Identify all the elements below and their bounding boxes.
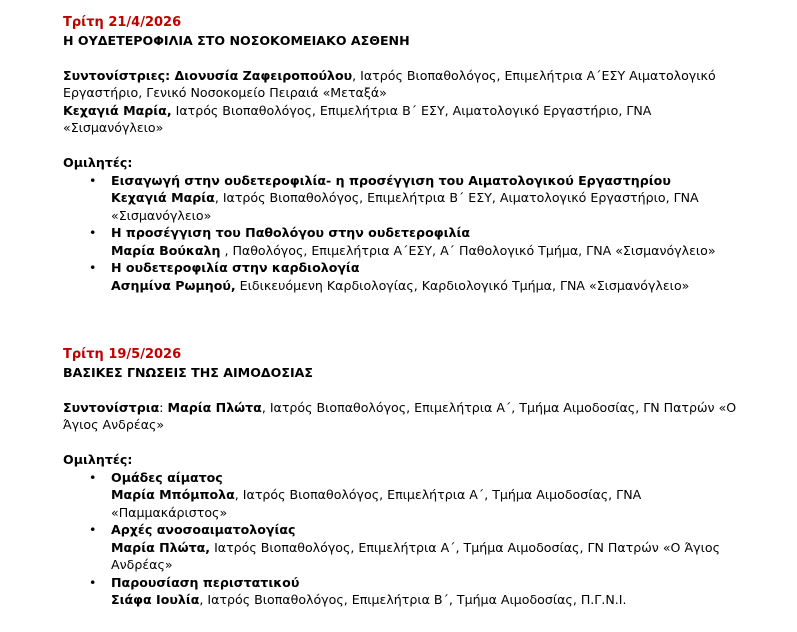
talk-speaker-entry xyxy=(111,242,753,260)
talk-topic: • Αρχές ανοσοαιματολογίας xyxy=(111,522,296,537)
list-item xyxy=(63,469,753,522)
coordinators-label: Συντονίστρια xyxy=(63,399,160,415)
session-date: Τρίτη 19/5/2026 xyxy=(63,347,182,362)
document-page xyxy=(63,14,753,609)
speaker-details: Ειδικευόμενη Καρδιολογίας, Καρδιολογικό Τμήμα, ΓΝΑ «Σισμανόγλειο» xyxy=(235,277,690,293)
speaker-name: Μαρία Μπόμπολα xyxy=(111,487,235,502)
speaker-details: , Ιατρός Βιοπαθολόγος, Επιμελήτρια Β΄, Τμήμα Αιμοδοσίας, Π.Γ.Ν.Ι. xyxy=(199,592,627,607)
speaker-name: Μαρία Βούκαλη xyxy=(111,242,221,258)
session-date: Τρίτη 21/4/2026 xyxy=(63,15,182,30)
coordinators-label: Συντονίστριες: xyxy=(63,67,175,83)
talk-speaker-entry xyxy=(111,277,753,295)
coordinator-entry xyxy=(63,399,753,434)
speaker-details: , Παθολόγος, Επιμελήτρια Α΄ΕΣΥ, Α΄ Παθολογικό Τμήμα, ΓΝΑ «Σισμανόγλειο» xyxy=(220,242,716,258)
speaker-name: Μαρία Πλώτα, xyxy=(111,539,211,555)
speaker-name: Ασημίνα Ρωμηού, xyxy=(111,277,236,293)
talk-speaker-entry xyxy=(111,189,753,224)
coordinator-entry xyxy=(63,67,753,102)
list-item xyxy=(63,172,753,225)
speaker-name: Σιάφα Ιουλία xyxy=(111,592,200,607)
talk-topic: • Η προσέγγιση του Παθολόγου στην ουδετεροφιλία xyxy=(111,225,471,240)
session-1 xyxy=(63,14,753,294)
coordinator-details: , Ιατρός Βιοπαθολόγος, Επιμελήτρια Α΄ΕΣΥ Αιματολογικό Εργαστήριο, Γενικό Νοσοκομείο Πειραιά «Μεταξά» xyxy=(63,67,716,100)
talk-topic: • Παρουσίαση περιστατικού xyxy=(111,574,300,590)
talk-topic: • Εισαγωγή στην ουδετεροφιλία- η προσέγγιση του Αιματολογικού Εργαστηρίου xyxy=(111,172,671,188)
talk-list xyxy=(63,172,753,295)
coordinator-details: , Ιατρός Βιοπαθολόγος, Επιμελήτρια Α΄, Τμήμα Αιμοδοσίας, ΓΝ Πατρών «Ο Άγιος Ανδρέας» xyxy=(63,399,737,432)
list-item xyxy=(63,574,753,609)
list-item xyxy=(63,224,753,259)
list-item xyxy=(63,521,753,574)
talk-speaker-entry xyxy=(111,539,753,574)
speaker-details: Ιατρός Βιοπαθολόγος, Επιμελήτρια Α΄, Τμήμα Αιμοδοσίας, ΓΝ Πατρών «Ο Άγιος Ανδρέας» xyxy=(111,539,720,572)
session-2 xyxy=(63,346,753,609)
speaker-name: Κεχαγιά Μαρία xyxy=(111,190,215,205)
speakers-label: Ομιλητές: xyxy=(63,155,133,170)
coordinator-entry xyxy=(63,102,753,137)
coordinator-name: Κεχαγιά Μαρία, xyxy=(63,102,172,118)
list-item xyxy=(63,259,753,294)
coordinators-separator: : xyxy=(159,399,168,415)
speaker-details: , Ιατρός Βιοπαθολόγος, Επιμελήτρια Β΄ ΕΣΥ, Αιματολογικό Εργαστήριο, ΓΝΑ «Σισμανόγλειο» xyxy=(111,190,699,223)
talk-speaker-entry xyxy=(111,486,753,521)
coordinator-details: Ιατρός Βιοπαθολόγος, Επιμελήτρια Β΄ ΕΣΥ, Αιματολογικό Εργαστήριο, ΓΝΑ «Σισμανόγλειο» xyxy=(63,102,652,135)
coordinator-name: Διονυσία Ζαφειροπούλου xyxy=(174,67,353,83)
talk-topic: • Η ουδετεροφιλία στην καρδιολογία xyxy=(111,260,360,275)
speaker-details: , Ιατρός Βιοπαθολόγος, Επιμελήτρια Α΄, Τμήμα Αιμοδοσίας, ΓΝΑ «Παμμακάριστος» xyxy=(111,487,642,520)
coordinator-name: Μαρία Πλώτα xyxy=(167,399,262,415)
talk-list xyxy=(63,469,753,609)
session-title: Η ΟΥΔΕΤΕΡΟΦΙΛΙΑ ΣΤΟ ΝΟΣΟΚΟΜΕΙΑΚΟ ΑΣΘΕΝΗ xyxy=(63,32,410,48)
speakers-label: Ομιλητές: xyxy=(63,452,133,467)
talk-speaker-entry xyxy=(111,591,753,609)
talk-topic: • Ομάδες αίματος xyxy=(111,469,223,485)
session-title: ΒΑΣΙΚΕΣ ΓΝΩΣΕΙΣ ΤΗΣ ΑΙΜΟΔΟΣΙΑΣ xyxy=(63,364,314,380)
